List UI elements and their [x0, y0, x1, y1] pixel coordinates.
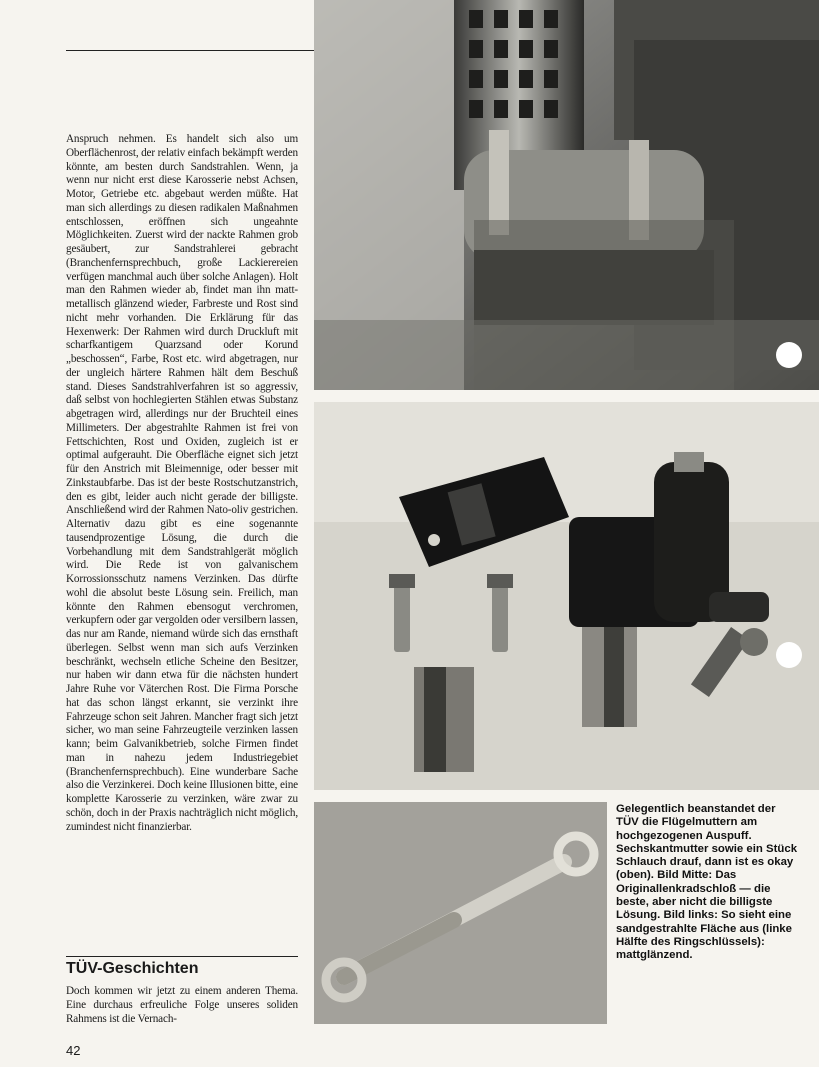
- caption-label-middle: Bild Mitte:: [657, 869, 713, 882]
- body-paragraph-2: Doch kommen wir jetzt zu einem anderen Thema. Eine durchaus erfreuliche Folge unseres soliden Rahmens ist die Vernach-: [66, 985, 298, 1025]
- article-body: [66, 133, 298, 834]
- article-body-continued: [66, 984, 298, 1026]
- section-heading: TÜV-Geschichten: [66, 960, 199, 977]
- punch-hole-top: [776, 342, 802, 368]
- caption-label-left: Bild links:: [663, 909, 718, 922]
- header-rule: [66, 50, 314, 51]
- section-rule: [66, 956, 298, 957]
- steering-lock-photo: [314, 402, 819, 790]
- caption-part-1: Gelegentlich beanstandet der TÜV die Flügelmuttern am hochgezogenen Auspuff. Sechskantmutter sowie ein Stück Schlauch drauf, dann ist es okay (oben).: [616, 803, 798, 882]
- caption-part-3: So sieht eine sandgestrahlte Fläche aus (linke Hälfte des Ringschlüssels): mattglänzend.: [616, 909, 792, 962]
- body-paragraph-1: Anspruch nehmen. Es handelt sich also um Oberflächenrost, der relativ einfach bekämpft werden könnte, am besten durch Sandstrahlen. Wenn, ja wenn nur nicht erst diese Karosserie nebst Achsen, Motor, Getriebe etc. abgebaut werden müßte. Hat man sich allerdings zu diesen radikalen Maßnahmen entschlossen, eröffnen sich ungeahnte Möglichkeiten. Zuerst wird der nackte Rahmen grob gesäubert, zur Sandstrahlerei gebracht (Branchenfernsprechbuch, große Lackierereien verfügen manchmal auch über solche Anlagen). Holt man den Rahmen wieder ab, findet man ihn matt-metallisch glänzend wieder, Farbreste und Rost sind nicht mehr vorhanden. Die Erklärung für das Hexenwerk: Der Rahmen wird durch Druckluft mit scharfkantigem Quarzsand oder Korund „beschossen“, Farbe, Rost etc. wird abgetragen, nur der ungleich härtere Rahmen hält dem Beschuß stand. Dieses Sandstrahlverfahren ist so aggressiv, daß selbst von hochlegierten Stählen etwas Substanz abgetragen wird, allerdings nur der Bruchteil eines Millimeters. Der abgestrahlte Rahmen ist frei von Fettschichten, Rost und Oxiden, zugleich ist er optimal aufgerauht. Die Oberfläche eignet sich jetzt für den Anstrich mit Bleimennige, oder besser mit Zinkstaubfarbe. Das ist der beste Rostschutzanstrich, den es gibt, leider auch nicht gerade der billigste. Anschließend wird der Rahmen Nato-oliv gestrichen. Alternativ dazu gibt es eine sogenannte tausendprozentige Lösung, die durch die Vorbehandlung mit dem Sandstrahlgerät möglich wird. Die Rede ist von galvanischem Korrossionsschutz namens Verzinken. Das dürfte wohl die absolut beste Lösung sein. Freilich, man könnte den Rahmen ebensogut verchromen, verkupfern oder gar vergolden oder versilbern lassen, das nur am Rande, niemand würde sich das ernsthaft überlegen. Selbst wenn man sich aufs Verzinken beschränkt, wechseln etliche Scheine den Besitzer, nur haben wir dann etwa für die nächsten hundert Jahre Ruhe vor Väterchen Rost. Die Firma Porsche hat das schon längst erkannt, sie verzinkt ihre Fahrzeuge schon seit Jahren. Mancher fragt sich jetzt sicher, wo man seine Fahrzeugteile verzinken lassen kann; beim Galvanikbetrieb, solche Firmen findet man in nahezu jedem Industriegebiet (Branchenfernsprechbuch). Eine wunderbare Sache also die Verzinkerei. Doch keine Illusionen bitte, eine komplette Karosserie zu verzinken, wäre zwar zu schön, doch in der Praxis nachträglich nicht möglich, zumindest nicht finanzierbar.: [66, 133, 298, 833]
- exhaust-flange-photo: [314, 0, 819, 390]
- photo-caption: [616, 803, 798, 963]
- caption-part-2: Das Originallenkradschloß — die beste, aber nicht die billigste Lösung.: [616, 869, 773, 922]
- ring-spanner-photo: [314, 802, 607, 1024]
- punch-hole-bottom: [776, 642, 802, 668]
- page-number: 42: [66, 1043, 81, 1058]
